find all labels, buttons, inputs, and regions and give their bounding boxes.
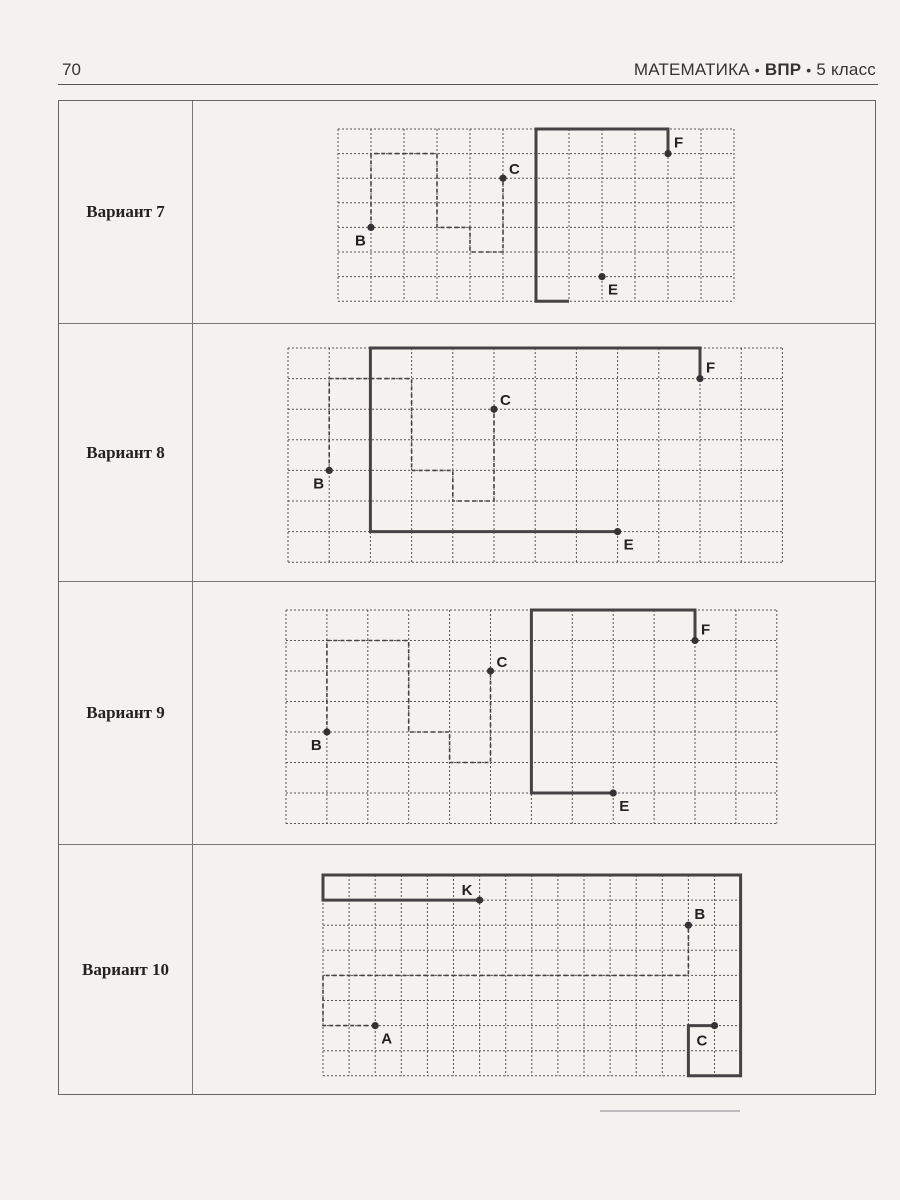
grid-figure: [193, 101, 877, 324]
point-k: [476, 897, 483, 904]
point-f: [691, 637, 698, 644]
point-f: [696, 375, 703, 382]
grid-figure: [193, 324, 877, 582]
point-label: B: [313, 475, 325, 493]
variant-title: Вариант 7: [86, 202, 165, 221]
point-e: [598, 273, 605, 280]
variant-label-cell: [59, 324, 193, 581]
point-label: E: [623, 536, 634, 554]
separator-dot: •: [754, 62, 760, 78]
figure-cell: [193, 582, 875, 844]
point-b: [323, 728, 330, 735]
series-title: ВПР: [764, 60, 802, 79]
figure-cell: [193, 845, 875, 1095]
grid-figure: [193, 845, 877, 1095]
point-c: [499, 175, 506, 182]
point-label: F: [706, 359, 716, 377]
point-label: B: [310, 737, 322, 754]
point-e: [614, 528, 621, 535]
point-c: [487, 667, 494, 674]
grade-title: 5 класс: [816, 60, 876, 79]
variant-title: Вариант 10: [82, 960, 169, 979]
point-b: [326, 467, 333, 474]
point-label: F: [674, 134, 684, 152]
point-label: A: [381, 1030, 393, 1048]
variant-label-cell: [59, 101, 193, 323]
variant-row: [59, 582, 875, 845]
grid-figure: [193, 582, 877, 845]
variant-title: Вариант 8: [86, 442, 165, 462]
page-header: [58, 56, 878, 85]
point-a: [372, 1022, 379, 1029]
point-label: B: [694, 906, 706, 924]
variant-label-cell: [59, 582, 193, 844]
figure-cell: [193, 324, 875, 581]
running-title: [634, 60, 876, 80]
point-label: C: [509, 161, 520, 179]
variant-label-cell: [59, 845, 193, 1095]
point-label: F: [701, 621, 711, 639]
point-label: K: [461, 882, 473, 900]
point-label: C: [496, 654, 508, 671]
variant-title: Вариант 9: [86, 703, 165, 722]
point-f: [664, 150, 671, 157]
point-label: E: [608, 281, 619, 299]
footer-rule: [600, 1110, 740, 1112]
point-label: B: [355, 232, 366, 250]
point-label: C: [500, 392, 511, 410]
variant-row: [59, 101, 875, 324]
variant-row: [59, 845, 875, 1095]
subject-title: МАТЕМАТИКА: [633, 60, 750, 79]
point-e: [610, 789, 617, 796]
point-c: [490, 406, 497, 413]
figure-cell: [193, 101, 875, 323]
grid-lines: [288, 348, 782, 562]
page-number: 70: [62, 60, 81, 79]
point-b: [685, 922, 692, 929]
point-c: [711, 1022, 718, 1029]
point-label: C: [696, 1032, 708, 1050]
variants-table: [58, 100, 876, 1095]
separator-dot: •: [806, 62, 812, 78]
point-b: [367, 224, 374, 231]
point-label: E: [619, 798, 630, 815]
variant-row: [59, 324, 875, 582]
